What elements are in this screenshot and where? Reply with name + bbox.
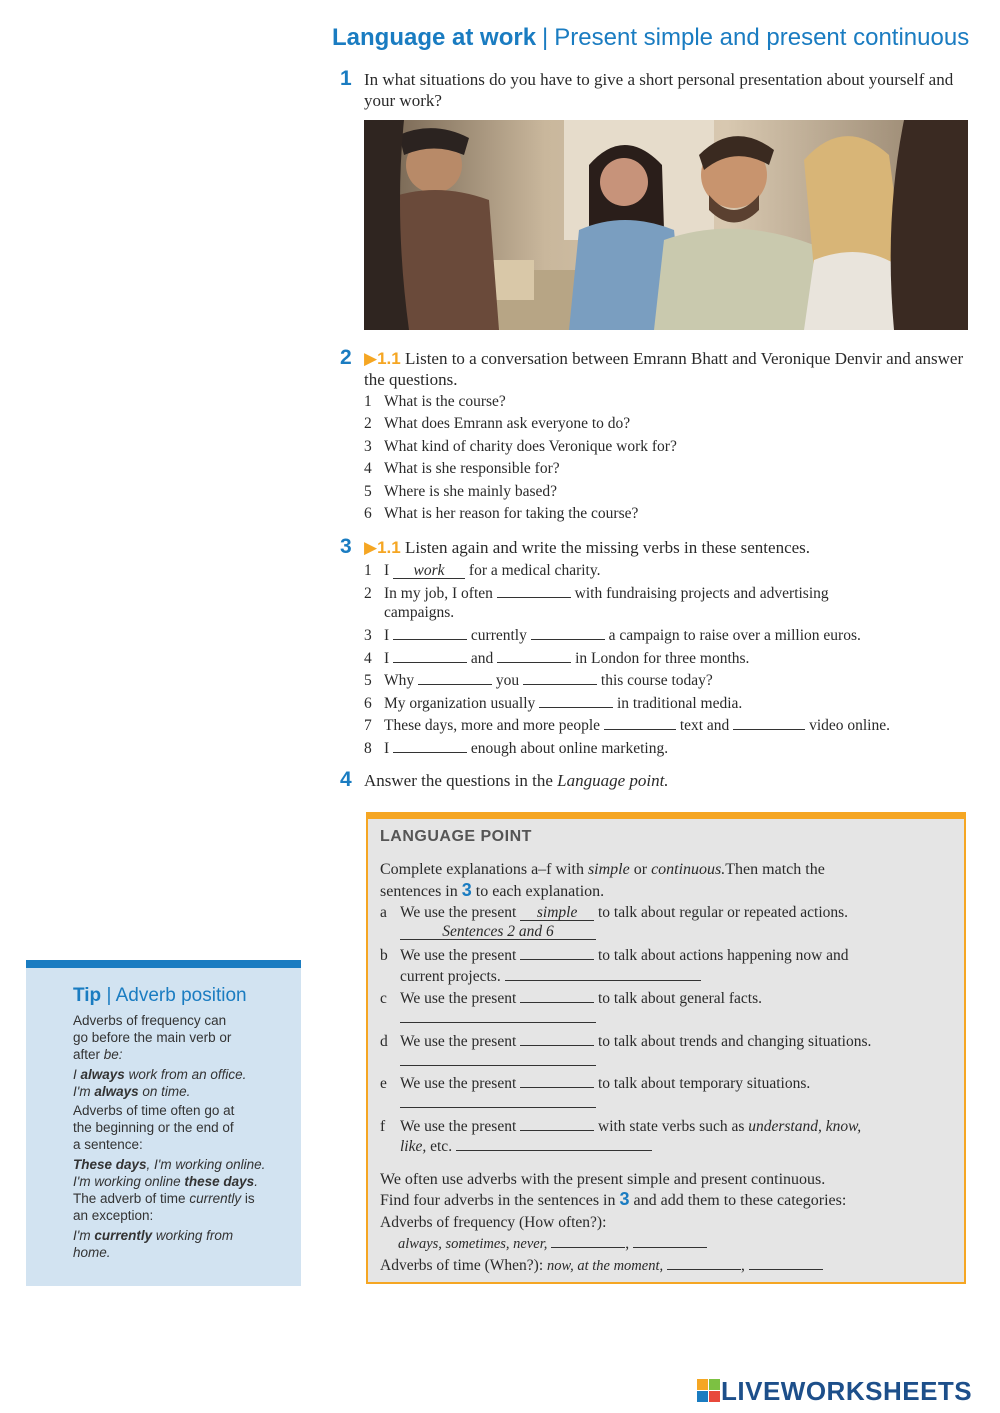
- ex4-instruction: Answer the questions in the Language point.: [364, 771, 669, 790]
- page-title: [332, 24, 969, 52]
- lp-item-c: c We use the present to talk about general facts.: [380, 990, 762, 1007]
- ex3-sentence-8: 8 I enough about online marketing.: [364, 740, 669, 757]
- answer-field[interactable]: [520, 988, 594, 1003]
- answer-field[interactable]: [393, 648, 467, 663]
- answer-field[interactable]: [539, 693, 613, 708]
- photo-illustration: [364, 120, 968, 330]
- ex2-audio-track[interactable]: 1.1: [377, 349, 401, 368]
- answer-field[interactable]: [400, 1008, 596, 1023]
- ex2-question: 3 What kind of charity does Veronique work for?: [364, 438, 677, 455]
- title-separator: |: [542, 24, 549, 51]
- language-point-title: LANGUAGE POINT: [380, 828, 532, 845]
- tip-content: Adverbs of frequency can go before the main verb or after be: I always work from an office. I'm always on time. Adverbs of time often go at the beginning or the end of a sentence: These days, I'm working online. I'm working online these days. The adverb of time currently is an exception: I'm currently working from home.: [73, 1013, 266, 1260]
- logo-icon: [697, 1379, 721, 1403]
- answer-field[interactable]: [551, 1233, 625, 1248]
- logo-text: LIVEWORKSHEETS: [721, 1376, 973, 1406]
- answer-field[interactable]: [749, 1255, 823, 1270]
- ex3-sentence-2: 2 In my job, I often with fundraising projects and advertising: [364, 585, 829, 602]
- answer-field[interactable]: [520, 1073, 594, 1088]
- ex2-question: 1 What is the course?: [364, 393, 506, 410]
- lp-item-d: d We use the present to talk about trends and changing situations.: [380, 1033, 872, 1050]
- lp-time-row: Adverbs of time (When?): now, at the moment, ,: [380, 1255, 823, 1276]
- answer-field[interactable]: [733, 715, 805, 730]
- ex3-sentence-5: 5 Why you this course today?: [364, 672, 713, 689]
- audio-icon[interactable]: ▶: [364, 538, 378, 557]
- liveworksheets-logo[interactable]: [697, 1376, 972, 1407]
- tip-top-bar: [26, 960, 301, 968]
- group-meeting-photo: [364, 120, 968, 330]
- lp-item-f: f We use the present with state verbs such as understand, know,: [380, 1118, 862, 1135]
- title-rest: Present simple and present continuous: [554, 24, 970, 51]
- answer-field[interactable]: [520, 1116, 594, 1131]
- answer-field[interactable]: [633, 1233, 707, 1248]
- lp-item-f-cont: like, etc.: [400, 1136, 652, 1157]
- tip-heading: Tip | Adverb position: [73, 985, 247, 1006]
- lp-intro-line1: Complete explanations a–f with simple or continuous.Then match the: [380, 861, 825, 878]
- answer-field[interactable]: [531, 625, 605, 640]
- lp-item-a: a We use the present simple to talk about regular or repeated actions.: [380, 904, 849, 921]
- lp-item-a-match: [400, 922, 596, 942]
- lp-item-b: b We use the present to talk about actions happening now and: [380, 947, 849, 964]
- ex3-audio-track[interactable]: 1.1: [377, 538, 401, 557]
- ex3-sentence-1: 1 I work for a medical charity.: [364, 562, 601, 579]
- answer-field[interactable]: [393, 625, 467, 640]
- answer-field[interactable]: work: [393, 563, 465, 579]
- answer-field[interactable]: [520, 1031, 594, 1046]
- ex2-question: 4 What is she responsible for?: [364, 460, 560, 477]
- answer-field[interactable]: [456, 1136, 652, 1151]
- lp-intro-line2: sentences in 3 to each explanation.: [380, 880, 605, 900]
- ex3-text: Listen again and write the missing verbs in these sentences.: [404, 538, 811, 557]
- ex3-sentence-3: 3 I currently a campaign to raise over a million euros.: [364, 627, 861, 644]
- ex2-text: Listen to a conversation between Emrann Bhatt and Veronique Denvir and answer the questions.: [364, 349, 964, 389]
- ex3-sentence-6: 6 My organization usually in traditional media.: [364, 695, 743, 712]
- ex3-number: 3: [340, 535, 352, 558]
- answer-field[interactable]: [393, 738, 467, 753]
- answer-field[interactable]: [418, 670, 492, 685]
- answer-field[interactable]: [400, 1051, 596, 1066]
- answer-field[interactable]: [497, 583, 571, 598]
- answer-field[interactable]: [667, 1255, 741, 1270]
- lp-item-b-cont: current projects.: [400, 966, 701, 987]
- ex1-instruction: In what situations do you have to give a short personal presentation about yourself and your work?: [364, 70, 954, 110]
- ex3-sentence-4: 4 I and in London for three months.: [364, 650, 750, 667]
- lp-adverbs-line1: We often use adverbs with the present simple and present continuous.: [380, 1171, 826, 1188]
- answer-field[interactable]: [604, 715, 676, 730]
- lp-freq-label: Adverbs of frequency (How often?):: [380, 1214, 607, 1231]
- answer-field[interactable]: simple: [520, 905, 594, 921]
- audio-icon[interactable]: ▶: [364, 349, 378, 368]
- answer-field[interactable]: [523, 670, 597, 685]
- lp-item-e-match: [400, 1093, 596, 1114]
- ex4-number: 4: [340, 768, 352, 791]
- ex2-question: 2 What does Emrann ask everyone to do?: [364, 415, 631, 432]
- ex3-sentence-7: 7 These days, more and more people text and video online.: [364, 717, 890, 734]
- lp-item-c-match: [400, 1008, 596, 1029]
- answer-field[interactable]: [497, 648, 571, 663]
- ex2-question: 6 What is her reason for taking the course?: [364, 505, 639, 522]
- ex2-instruction: [364, 348, 964, 390]
- answer-field[interactable]: Sentences 2 and 6: [400, 924, 596, 940]
- answer-field[interactable]: [520, 945, 594, 960]
- lp-adverbs-line2: Find four adverbs in the sentences in 3 and add them to these categories:: [380, 1189, 847, 1209]
- title-bold: Language at work: [332, 24, 537, 51]
- lp-item-d-match: [400, 1051, 596, 1072]
- answer-field[interactable]: [400, 1093, 596, 1108]
- lp-freq-row: always, sometimes, never, ,: [398, 1233, 707, 1254]
- ex1-number: 1: [340, 67, 352, 90]
- ex2-question: 5 Where is she mainly based?: [364, 483, 558, 500]
- lp-item-e: e We use the present to talk about temporary situations.: [380, 1075, 811, 1092]
- ex3-sentence-2-cont: campaigns.: [384, 604, 455, 621]
- ex2-number: 2: [340, 346, 352, 369]
- answer-field[interactable]: [505, 966, 701, 981]
- ex3-instruction: [364, 537, 964, 558]
